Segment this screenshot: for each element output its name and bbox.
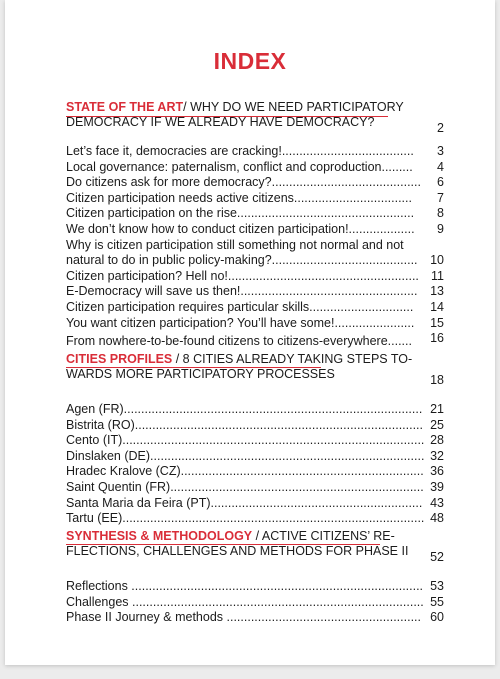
toc-entry: Local governance: paternalism, conflict and coproduction......... 4 <box>66 159 444 174</box>
index-title: INDEX <box>213 48 287 74</box>
section-heading-rest: / WHY DO WE NEED PARTICIPATORY <box>183 100 404 114</box>
toc-entry: Challenges .................................................................................... 55 <box>66 594 444 609</box>
section-heading-red: STATE OF THE ART <box>66 100 184 114</box>
toc-entry: Why is citizen participation still something not normal and not <box>66 237 404 252</box>
section-heading-line2: FLECTIONS, CHALLENGES AND METHODS FOR PHASE II <box>66 544 409 558</box>
toc-entry: Reflections .................................................................................... 53 <box>66 579 444 593</box>
section-page-number: 52 <box>430 550 444 564</box>
toc-entry: From nowhere-to-be-found citizens to citizens-everywhere....... 16 <box>66 331 444 349</box>
toc-entry: Bistrita (RO)................................................................................... 25 <box>66 417 444 432</box>
section-heading <box>66 100 444 135</box>
section-heading-rest: / ACTIVE CITIZENS’ RE- <box>252 529 395 543</box>
toc-entry: Citizen participation on the rise................................................... 8 <box>66 206 444 221</box>
toc-entry: E-Democracy will save us then!................................................... 13 <box>66 284 444 299</box>
entry-list <box>66 144 444 350</box>
section-cities-profiles <box>66 352 444 527</box>
section-divider <box>66 367 321 368</box>
toc-entry: Hradec Kralove (CZ)...................................................................... 36 <box>66 464 444 479</box>
toc-entry: Phase II Journey & methods ........................................................ 60 <box>66 610 444 625</box>
toc-entry: Santa Maria da Feira (PT)............................................................. 43 <box>66 495 444 510</box>
section-page-number: 18 <box>430 373 444 387</box>
toc-entry: Do citizens ask for more democracy?........................................... 6 <box>66 175 444 190</box>
section-heading-red: SYNTHESIS & METHODOLOGY <box>66 529 253 543</box>
section-state-of-the-art <box>66 100 444 350</box>
document-page <box>5 0 495 665</box>
toc-entry: Citizen participation needs active citizens.................................. 7 <box>66 190 444 205</box>
toc-entry: Cento (IT)....................................................................................... 28 <box>66 433 444 448</box>
section-synthesis-methodology <box>66 529 444 626</box>
section-heading-line2: DEMOCRACY IF WE ALREADY HAVE DEMOCRACY? <box>66 115 375 129</box>
section-divider <box>66 544 380 545</box>
toc-entry: Tartu (EE)....................................................................................... 48 <box>66 511 444 526</box>
toc-entry: We don’t know how to conduct citizen participation!................... 9 <box>66 221 444 236</box>
section-heading-red: CITIES PROFILES <box>66 352 173 366</box>
entry-list <box>66 402 444 527</box>
entry-list <box>66 579 444 626</box>
toc-entry: Citizen participation requires particular skills.............................. 14 <box>66 299 444 314</box>
section-heading-rest: / 8 CITIES ALREADY TAKING STEPS TO- <box>172 352 413 366</box>
toc-entry: Agen (FR)...................................................................................... 21 <box>66 402 444 416</box>
toc-entry: Saint Quentin (FR)......................................................................... 39 <box>66 479 444 494</box>
toc-entry: Let’s face it, democracies are cracking!...................................... 3 <box>66 144 444 158</box>
section-heading-line2: WARDS MORE PARTICIPATORY PROCESSES <box>66 367 335 381</box>
toc-entry: Dinslaken (DE)............................................................................... 32 <box>66 448 444 463</box>
section-page-number: 2 <box>437 121 444 135</box>
toc-entry: Citizen participation? Hell no!....................................................... 11 <box>66 268 444 283</box>
toc-entry: natural to do in public policy-making?.......................................... 10 <box>66 253 444 268</box>
toc-entry: You want citizen participation? You’ll have some!....................... 15 <box>66 315 444 330</box>
section-divider <box>66 116 388 117</box>
